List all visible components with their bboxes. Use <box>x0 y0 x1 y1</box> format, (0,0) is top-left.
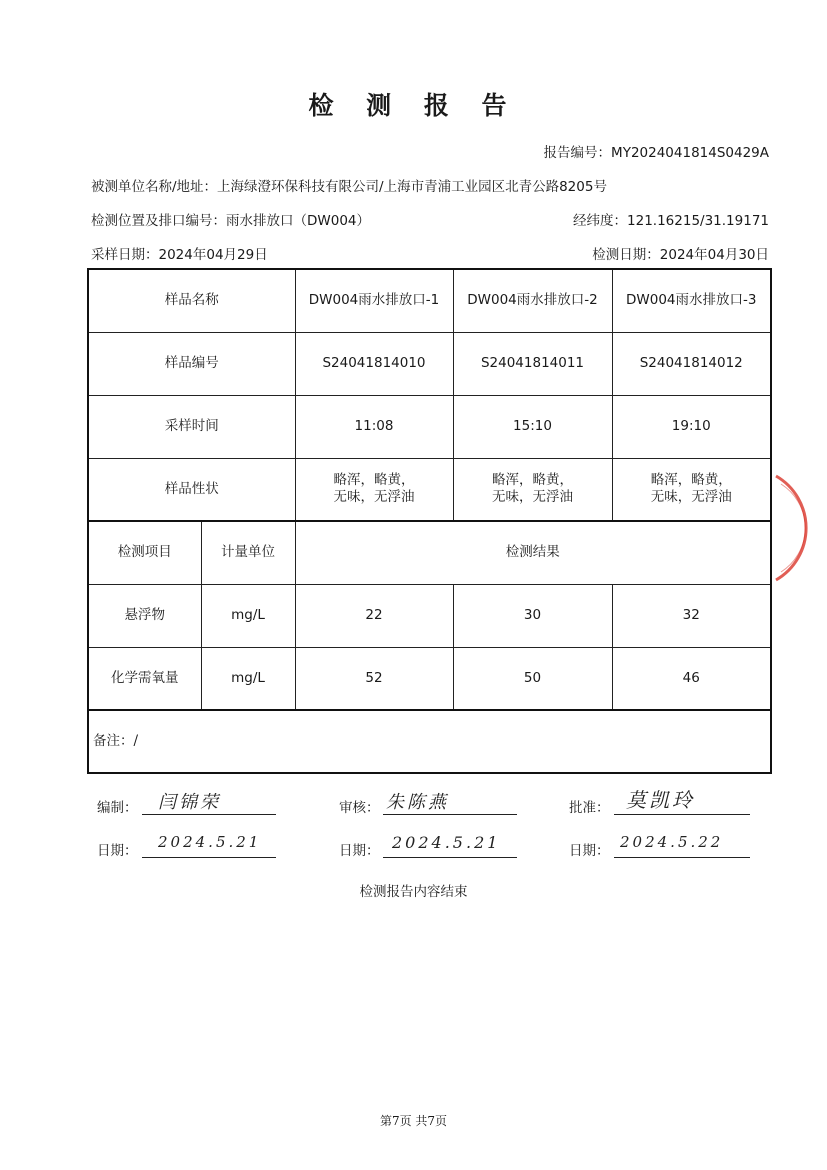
reviewer-date-line <box>383 856 517 858</box>
sample-id-label: 样品编号 <box>88 332 295 395</box>
approver-date-line <box>614 856 750 858</box>
test-position: 检测位置及排口编号：雨水排放口（DW004） <box>91 213 371 229</box>
approver-label: 批准： <box>569 800 610 816</box>
result-cell: 50 <box>453 647 612 710</box>
table-row <box>88 584 771 647</box>
table-row <box>88 269 771 332</box>
props-line: 略浑，略黄， <box>492 472 573 489</box>
props-line: 无味，无浮油 <box>492 489 573 506</box>
unit-address: 被测单位名称/地址：上海绿澄环保科技有限公司/上海市青浦工业园区北青公路8205号 <box>91 179 607 195</box>
sample-name-cell: DW004雨水排放口-3 <box>612 269 771 332</box>
sampling-time-cell: 11:08 <box>295 395 453 458</box>
editor-date-line <box>142 856 276 858</box>
coordinates: 经纬度：121.16215/31.19171 <box>573 213 769 229</box>
table-header-row <box>88 521 771 584</box>
sample-name-cell: DW004雨水排放口-1 <box>295 269 453 332</box>
sample-id-cell: S24041814011 <box>453 332 612 395</box>
reviewer-date-label: 日期： <box>339 843 380 859</box>
props-line: 无味，无浮油 <box>650 489 732 506</box>
table-row <box>88 647 771 710</box>
sampling-date: 采样日期：2024年04月29日 <box>91 247 268 263</box>
editor-label: 编制： <box>97 800 138 816</box>
sampling-time-cell: 15:10 <box>453 395 612 458</box>
sample-id-cell: S24041814010 <box>295 332 453 395</box>
approver-date: 2024.5.22 <box>620 833 724 851</box>
result-cell: 22 <box>295 584 453 647</box>
reviewer-label: 审核： <box>339 800 380 816</box>
result-cell: 52 <box>295 647 453 710</box>
testing-date: 检测日期：2024年04月30日 <box>592 247 769 263</box>
approver-line <box>614 813 750 815</box>
result-cell: 32 <box>612 584 771 647</box>
table-row <box>88 395 771 458</box>
seal-stamp-icon <box>770 470 827 585</box>
report-title: 检 测 报 告 <box>308 91 519 120</box>
reviewer-date: 2024.5.21 <box>392 833 501 852</box>
editor-date-label: 日期： <box>97 843 138 859</box>
approver-date-label: 日期： <box>569 843 610 859</box>
editor-signature: 闫锦荣 <box>158 792 221 813</box>
editor-date: 2024.5.21 <box>158 833 262 851</box>
header-result: 检测结果 <box>295 521 771 584</box>
result-cell: 30 <box>453 584 612 647</box>
props-line: 无味，无浮油 <box>333 489 415 506</box>
sample-name-cell: DW004雨水排放口-2 <box>453 269 612 332</box>
header-unit: 计量单位 <box>201 521 295 584</box>
table-row <box>88 458 771 521</box>
approver-signature: 莫凯玲 <box>626 788 695 812</box>
sample-props-cell <box>295 458 453 521</box>
report-end-text: 检测报告内容结束 <box>359 884 468 900</box>
sample-props-cell <box>453 458 612 521</box>
header-item: 检测项目 <box>88 521 201 584</box>
sample-props-label: 样品性状 <box>88 458 295 521</box>
table-note-row <box>88 710 771 773</box>
props-line: 略浑，略黄， <box>333 472 415 489</box>
item-cell: 化学需氧量 <box>88 647 201 710</box>
table-row <box>88 332 771 395</box>
sample-props-cell <box>612 458 771 521</box>
note-cell: 备注：/ <box>88 710 771 773</box>
props-line: 略浑，略黄， <box>650 472 732 489</box>
unit-cell: mg/L <box>201 647 295 710</box>
sampling-time-cell: 19:10 <box>612 395 771 458</box>
results-table <box>87 268 772 774</box>
report-number: 报告编号：MY2024041814S0429A <box>543 145 769 161</box>
item-cell: 悬浮物 <box>88 584 201 647</box>
unit-cell: mg/L <box>201 584 295 647</box>
result-cell: 46 <box>612 647 771 710</box>
reviewer-signature: 朱陈燕 <box>386 792 449 813</box>
page-number: 第7页 共7页 <box>379 1114 448 1128</box>
sample-name-label: 样品名称 <box>88 269 295 332</box>
sample-id-cell: S24041814012 <box>612 332 771 395</box>
sampling-time-label: 采样时间 <box>88 395 295 458</box>
